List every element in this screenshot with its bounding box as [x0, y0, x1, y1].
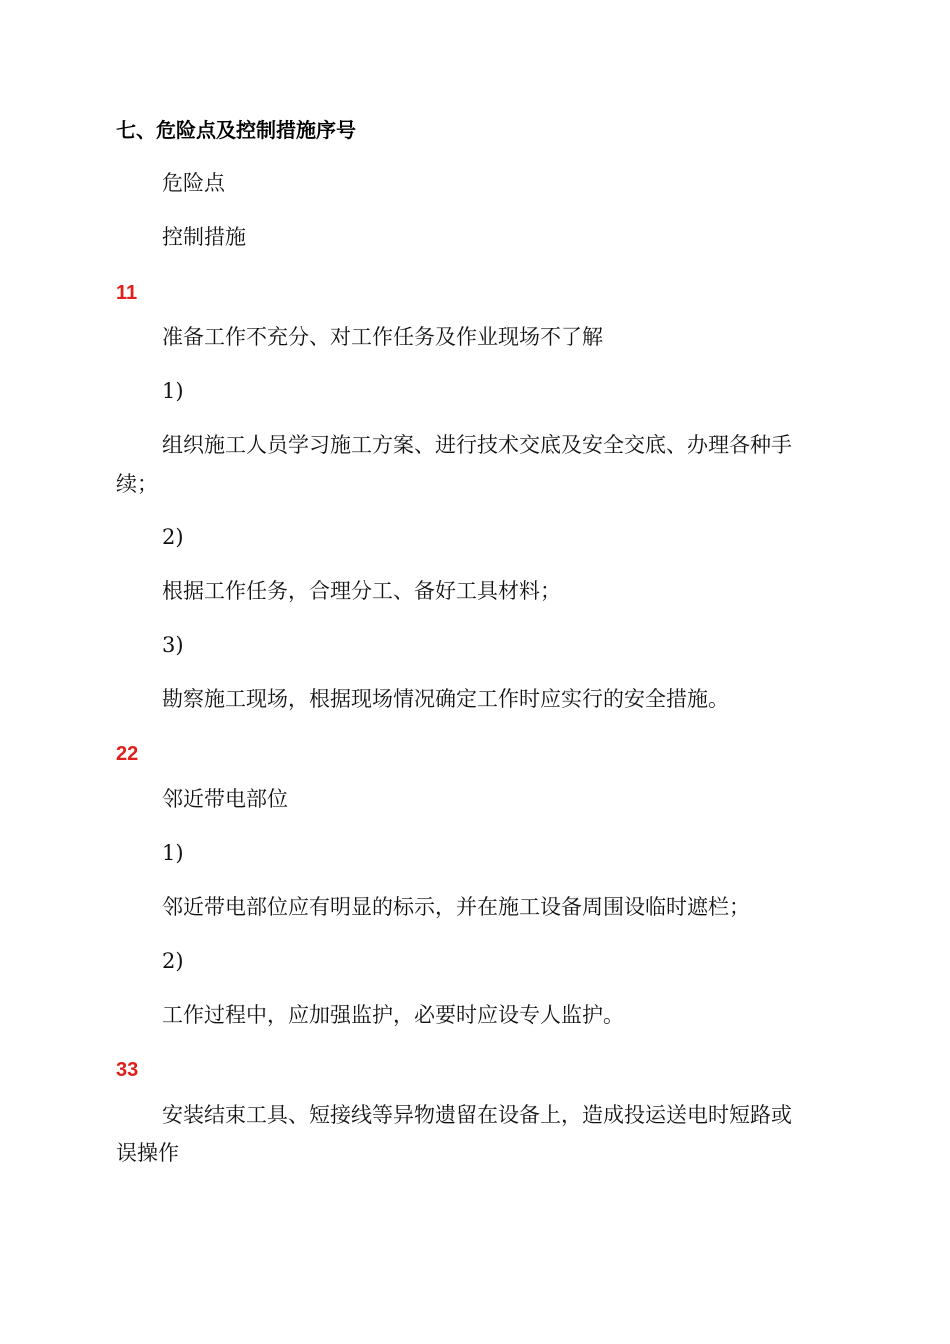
measure-index: 2): [162, 525, 184, 549]
hazard-text: 邻近带电部位: [162, 787, 288, 811]
section-heading: 七、危险点及控制措施序号: [116, 118, 356, 142]
measure-index: 3): [162, 633, 184, 657]
measure-text-continued: 续；: [116, 472, 158, 496]
item-number: 22: [116, 743, 139, 765]
measure-index: 1): [162, 841, 184, 865]
measure-index: 2): [162, 949, 184, 973]
item-number: 11: [116, 282, 138, 304]
measure-text: 根据工作任务，合理分工、备好工具材料；: [162, 579, 561, 603]
column-header-hazard: 危险点: [162, 171, 225, 195]
column-header-measures: 控制措施: [162, 225, 246, 249]
measure-text: 勘察施工现场，根据现场情况确定工作时应实行的安全措施。: [162, 687, 729, 711]
item-number: 33: [116, 1059, 139, 1081]
measure-text: 工作过程中，应加强监护，必要时应设专人监护。: [162, 1003, 624, 1027]
measure-index: 1): [162, 379, 184, 403]
measure-text: 组织施工人员学习施工方案、进行技术交底及安全交底、办理各种手: [162, 433, 792, 457]
measure-text: 邻近带电部位应有明显的标示，并在施工设备周围设临时遮栏；: [162, 895, 750, 919]
hazard-text: 准备工作不充分、对工作任务及作业现场不了解: [162, 325, 603, 349]
hazard-text: 安装结束工具、短接线等异物遗留在设备上，造成投运送电时短路或: [162, 1103, 792, 1127]
hazard-text-continued: 误操作: [116, 1141, 179, 1165]
